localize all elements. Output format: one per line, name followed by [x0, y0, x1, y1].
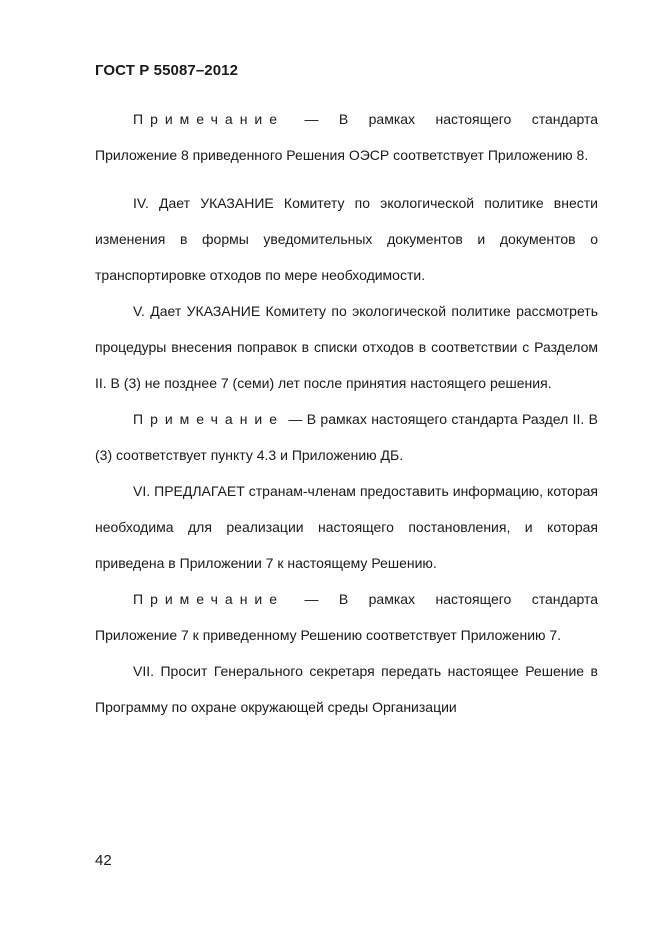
- note-label: Примечание: [133, 591, 285, 607]
- paragraph-text: — В рамках настоящего стандарта Приложение 8 приведенного Решения ОЭСР соответствует Приложению 8.: [95, 111, 598, 163]
- note-paragraph: [95, 581, 598, 653]
- paragraph-vi: [95, 473, 598, 581]
- page-number: 42: [95, 852, 112, 869]
- document-body: [95, 101, 598, 725]
- paragraph-text: — В рамках настоящего стандарта Приложение 7 к приведенному Решению соответствует Приложению 7.: [95, 591, 598, 643]
- note-label: Примечание: [133, 111, 285, 127]
- note-paragraph: [95, 101, 598, 173]
- note-label: Примечание: [133, 411, 285, 427]
- note-paragraph: [95, 401, 598, 473]
- paragraph-text: — В рамках настоящего стандарта Раздел II. В (3) соответствует пункту 4.3 и Приложению ДБ.: [95, 411, 598, 463]
- paragraph-text: IV. Дает УКАЗАНИЕ Комитету по экологической политике внести изменения в формы уведомительных документов и документов о транспортировке отходов по мере необходимости.: [95, 195, 598, 283]
- document-header: ГОСТ Р 55087–2012: [95, 62, 239, 79]
- paragraph-text: VII. Просит Генерального секретаря передать настоящее Решение в Программу по охране окружающей среды Организации: [95, 663, 598, 715]
- paragraph-v: [95, 293, 598, 401]
- paragraph-iv: [95, 185, 598, 293]
- paragraph-text: VI. ПРЕДЛАГАЕТ странам-членам предоставить информацию, которая необходима для реализации настоящего постановления, и которая приведена в Приложении 7 к настоящему Решению.: [95, 483, 598, 571]
- paragraph-vii: [95, 653, 598, 725]
- paragraph-text: V. Дает УКАЗАНИЕ Комитету по экологической политике рассмотреть процедуры внесения поправок в списки отходов в соответствии с Разделом II. В (3) не позднее 7 (семи) лет после принятия настоящего решения.: [95, 303, 598, 391]
